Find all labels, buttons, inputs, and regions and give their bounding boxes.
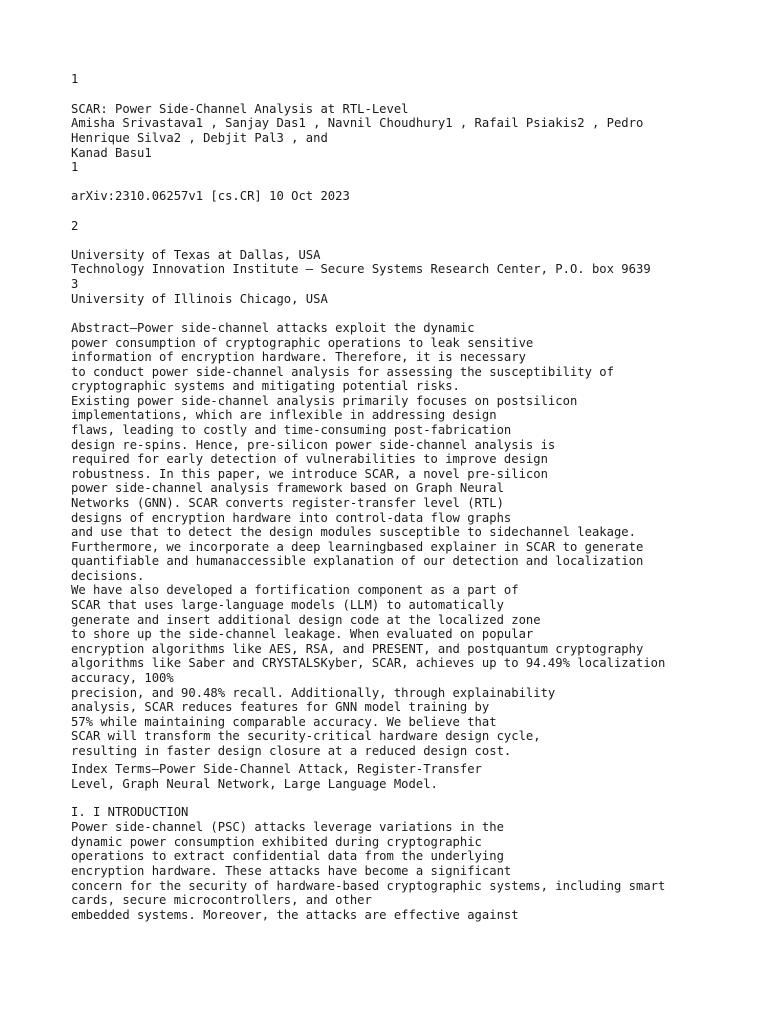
- abstract-line: Abstract—Power side-channel attacks exploit the dynamic: [71, 321, 475, 335]
- abstract-line: required for early detection of vulnerabilities to improve design: [71, 452, 548, 466]
- affiliation-marker: 3: [71, 277, 79, 291]
- abstract-line: design re-spins. Hence, pre-silicon power side-channel analysis is: [71, 438, 556, 452]
- affiliation-line: University of Illinois Chicago, USA: [71, 292, 328, 306]
- abstract-line: robustness. In this paper, we introduce SCAR, a novel pre-silicon: [71, 467, 548, 481]
- abstract-line: SCAR that uses large-language models (LLM) to automatically: [71, 598, 504, 612]
- body-line: Power side-channel (PSC) attacks leverage variations in the: [71, 820, 504, 834]
- abstract-line: Existing power side-channel analysis primarily focuses on postsilicon: [71, 394, 578, 408]
- abstract-line: Furthermore, we incorporate a deep learningbased explainer in SCAR to generate: [71, 540, 644, 554]
- affiliation-marker: 1: [71, 160, 79, 174]
- abstract-line: accuracy, 100%: [71, 671, 174, 685]
- arxiv-identifier: arXiv:2310.06257v1 [cs.CR] 10 Oct 2023: [71, 189, 350, 203]
- body-line: dynamic power consumption exhibited during cryptographic: [71, 835, 482, 849]
- author-line: Kanad Basu1: [71, 146, 152, 160]
- index-terms-line: Level, Graph Neural Network, Large Language Model.: [71, 777, 438, 791]
- abstract-line: SCAR will transform the security-critical hardware design cycle,: [71, 729, 541, 743]
- abstract-line: algorithms like Saber and CRYSTALSKyber, SCAR, achieves up to 94.49% localization: [71, 656, 666, 670]
- abstract-line: encryption algorithms like AES, RSA, and PRESENT, and postquantum cryptography: [71, 642, 644, 656]
- affiliation-line: Technology Innovation Institute – Secure Systems Research Center, P.O. box 9639: [71, 262, 651, 276]
- abstract-line: quantifiable and humanaccessible explanation of our detection and localization: [71, 554, 644, 568]
- abstract-line: Networks (GNN). SCAR converts register-transfer level (RTL): [71, 496, 504, 510]
- page-number: 1: [71, 72, 79, 86]
- abstract-line: cryptographic systems and mitigating potential risks.: [71, 379, 460, 393]
- abstract-line: to shore up the side-channel leakage. When evaluated on popular: [71, 627, 534, 641]
- paper-title: SCAR: Power Side-Channel Analysis at RTL-Level: [71, 102, 409, 116]
- author-line: Amisha Srivastava1 , Sanjay Das1 , Navnil Choudhury1 , Rafail Psiakis2 , Pedro: [71, 116, 644, 130]
- abstract-line: generate and insert additional design code at the localized zone: [71, 613, 541, 627]
- author-line: Henrique Silva2 , Debjit Pal3 , and: [71, 131, 328, 145]
- abstract-line: power consumption of cryptographic operations to leak sensitive: [71, 336, 534, 350]
- abstract-line: resulting in faster design closure at a reduced design cost.: [71, 744, 512, 758]
- abstract-line: implementations, which are inflexible in addressing design: [71, 408, 497, 422]
- body-line: operations to extract confidential data from the underlying: [71, 849, 504, 863]
- abstract-line: We have also developed a fortification component as a part of: [71, 583, 519, 597]
- abstract-line: decisions.: [71, 569, 145, 583]
- abstract-line: analysis, SCAR reduces features for GNN model training by: [71, 700, 490, 714]
- abstract-line: flaws, leading to costly and time-consuming post-fabrication: [71, 423, 512, 437]
- abstract-line: designs of encryption hardware into control-data flow graphs: [71, 511, 512, 525]
- body-line: concern for the security of hardware-based cryptographic systems, including smart: [71, 879, 666, 893]
- abstract-line: 57% while maintaining comparable accuracy. We believe that: [71, 715, 497, 729]
- body-line: embedded systems. Moreover, the attacks are effective against: [71, 908, 519, 922]
- abstract-line: information of encryption hardware. Therefore, it is necessary: [71, 350, 526, 364]
- abstract-line: power side-channel analysis framework based on Graph Neural: [71, 481, 504, 495]
- section-heading: I. I NTRODUCTION: [71, 805, 189, 819]
- index-terms-line: Index Terms—Power Side-Channel Attack, Register-Transfer: [71, 762, 482, 776]
- abstract-line: to conduct power side-channel analysis for assessing the susceptibility of: [71, 365, 614, 379]
- affiliation-marker: 2: [71, 219, 79, 233]
- abstract-line: precision, and 90.48% recall. Additionally, through explainability: [71, 686, 556, 700]
- body-line: cards, secure microcontrollers, and other: [71, 893, 372, 907]
- body-line: encryption hardware. These attacks have become a significant: [71, 864, 512, 878]
- abstract-line: and use that to detect the design modules susceptible to sidechannel leakage.: [71, 525, 636, 539]
- affiliation-line: University of Texas at Dallas, USA: [71, 248, 321, 262]
